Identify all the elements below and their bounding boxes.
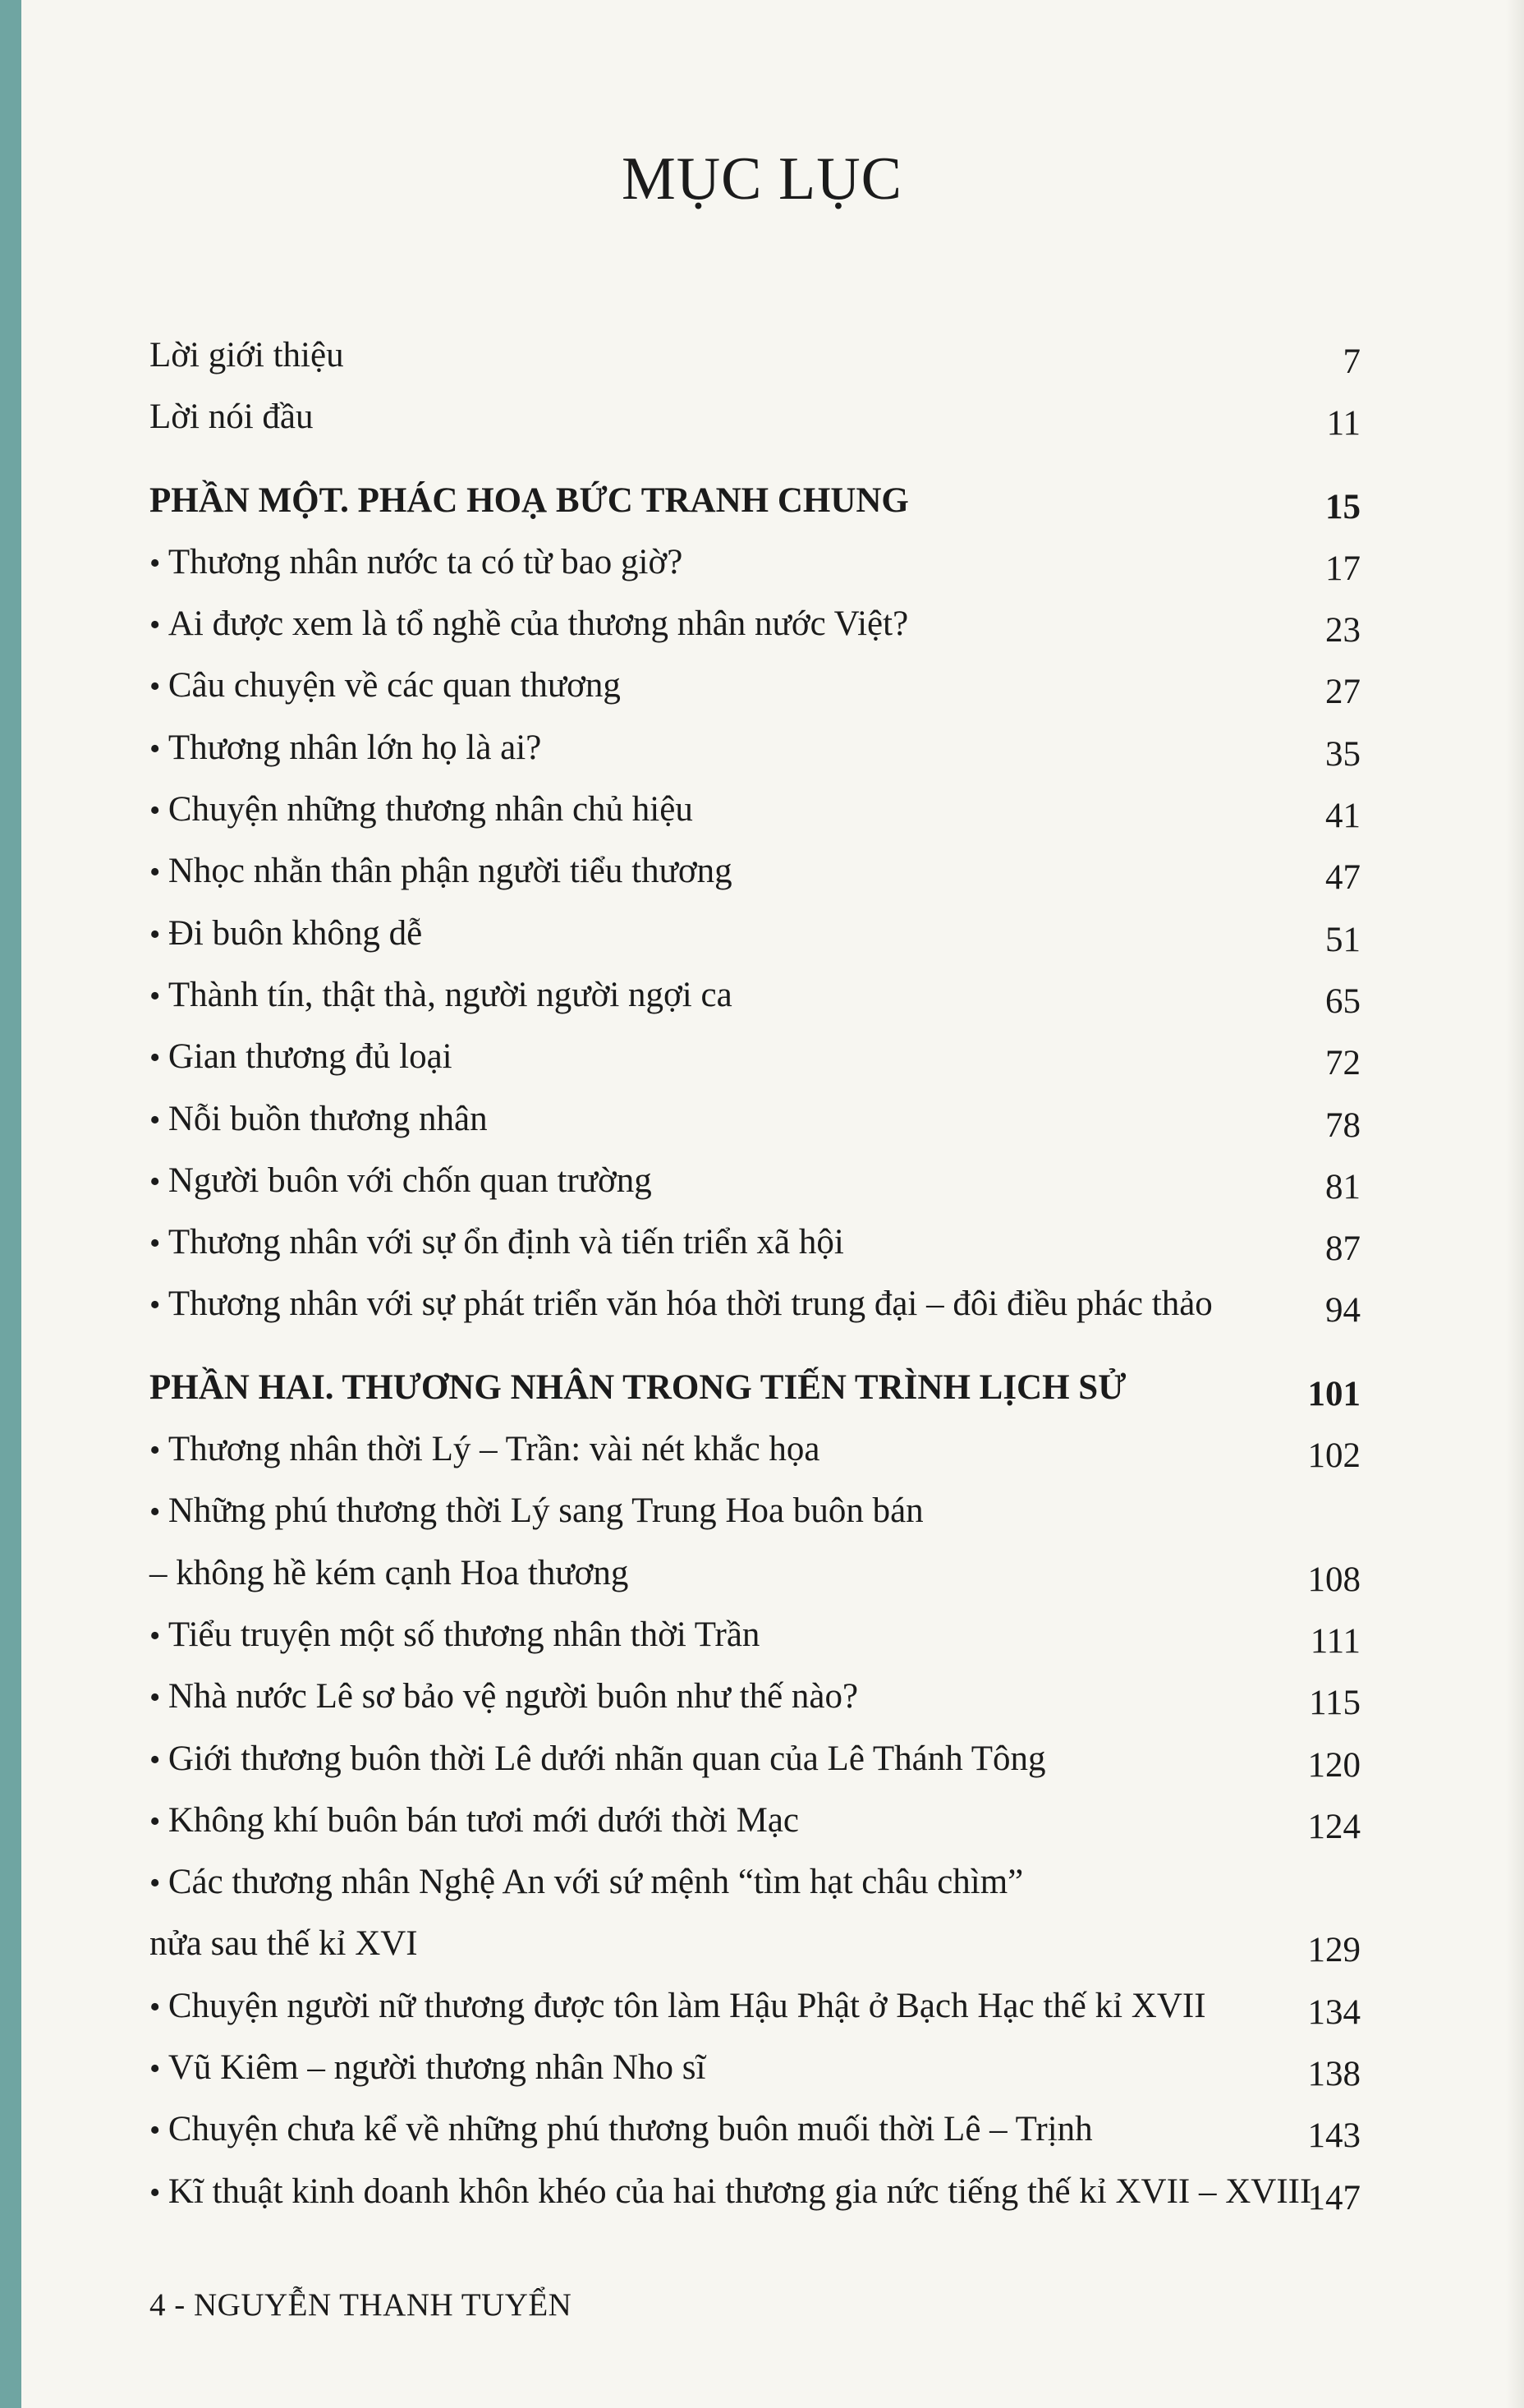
toc-page-number: 147 [1307, 2178, 1361, 2217]
toc-page-number: 111 [1310, 1621, 1361, 1661]
toc-entry [149, 324, 1361, 386]
toc-page-number: 102 [1307, 1436, 1361, 1476]
toc-entry-title: • Đi buôn không dễ [149, 903, 422, 966]
toc-entry [149, 531, 1361, 593]
toc-page-number: 35 [1325, 734, 1361, 774]
toc-page-number: 115 [1309, 1684, 1361, 1723]
toc-entry [149, 1480, 1361, 1542]
toc-entry [149, 1026, 1361, 1087]
table-of-contents [149, 324, 1361, 2222]
toc-entry [149, 1728, 1361, 1790]
toc-entry-title: • Thương nhân nước ta có từ bao giờ? [149, 531, 682, 595]
toc-entry [149, 1913, 1361, 1974]
toc-entry-title: PHẦN HAI. THƯƠNG NHÂN TRONG TIẾN TRÌNH LỊCH SỬ [149, 1367, 1127, 1407]
toc-entry [149, 593, 1361, 655]
toc-page-number: 108 [1307, 1560, 1361, 1599]
toc-entry-title: • Thương nhân với sự ổn định và tiến triển xã hội [149, 1211, 844, 1275]
toc-entry-title: • Tiểu truyện một số thương nhân thời Trần [149, 1604, 760, 1667]
toc-page-number: 51 [1325, 920, 1361, 959]
toc-page-number: 41 [1325, 797, 1361, 836]
toc-part-heading [149, 1357, 1361, 1418]
toc-page-number: 78 [1325, 1105, 1361, 1145]
toc-page-number: 138 [1307, 2055, 1361, 2094]
toc-part-heading [149, 470, 1361, 531]
toc-entry [149, 1542, 1361, 1604]
toc-page-number: 129 [1307, 1931, 1361, 1970]
toc-entry-title: nửa sau thế kỉ XVI [149, 1924, 418, 1964]
toc-entry-title: • Thương nhân với sự phát triển văn hóa thời trung đại – đôi điều phác thảo [149, 1273, 1213, 1336]
toc-entry [149, 1088, 1361, 1150]
toc-entry-title: • Giới thương buôn thời Lê dưới nhãn quan của Lê Thánh Tông [149, 1728, 1045, 1791]
toc-entry [149, 964, 1361, 1026]
toc-entry [149, 1851, 1361, 1913]
toc-entry-title: – không hề kém cạnh Hoa thương [149, 1553, 629, 1592]
page-title: MỤC LỤC [621, 145, 903, 213]
toc-entry-title: • Thành tín, thật thà, người người ngợi ca [149, 964, 732, 1027]
toc-entry [149, 717, 1361, 779]
toc-entry-title: • Những phú thương thời Lý sang Trung Hoa buôn bán [149, 1480, 924, 1543]
toc-entry-title: PHẦN MỘT. PHÁC HOẠ BỨC TRANH CHUNG [149, 480, 909, 520]
toc-entry [149, 840, 1361, 902]
toc-page-number: 143 [1307, 2116, 1361, 2156]
toc-page-number: 101 [1307, 1374, 1361, 1413]
toc-entry [149, 1790, 1361, 1851]
toc-entry [149, 2098, 1361, 2160]
toc-entry [149, 903, 1361, 964]
toc-entry-title: • Các thương nhân Nghệ An với sứ mệnh “tìm hạt châu chìm” [149, 1851, 1023, 1914]
toc-entry [149, 779, 1361, 840]
toc-page-number: 134 [1307, 1992, 1361, 2032]
toc-entry-title: • Không khí buôn bán tươi mới dưới thời Mạc [149, 1790, 799, 1853]
toc-entry [149, 1150, 1361, 1211]
toc-entry-title: Lời giới thiệu [149, 336, 344, 375]
toc-entry [149, 2037, 1361, 2098]
toc-entry-title: • Nỗi buồn thương nhân [149, 1088, 488, 1151]
toc-entry [149, 1418, 1361, 1480]
toc-entry [149, 386, 1361, 448]
toc-entry-title: • Thương nhân lớn họ là ai? [149, 717, 541, 780]
toc-entry-title: • Kĩ thuật kinh doanh khôn khéo của hai thương gia nức tiếng thế kỉ XVII – XVIII [149, 2161, 1311, 2224]
toc-entry [149, 655, 1361, 716]
toc-page-number: 81 [1325, 1167, 1361, 1206]
toc-entry-title: • Vũ Kiêm – người thương nhân Nho sĩ [149, 2037, 705, 2100]
page-footer: 4 - NGUYỄN THANH TUYỂN [149, 2287, 572, 2323]
toc-entry-title: • Ai được xem là tổ nghề của thương nhân nước Việt? [149, 593, 908, 656]
toc-entry-title: • Nhọc nhằn thân phận người tiểu thương [149, 840, 732, 903]
toc-page-number: 17 [1325, 549, 1361, 588]
toc-entry [149, 1273, 1361, 1335]
toc-page-number: 47 [1325, 858, 1361, 898]
toc-page-number: 7 [1343, 342, 1361, 381]
toc-entry-title: • Gian thương đủ loại [149, 1026, 452, 1089]
page-edge-left [0, 0, 21, 2408]
toc-entry-title: • Người buôn với chốn quan trường [149, 1150, 652, 1213]
toc-page-number: 11 [1326, 404, 1361, 443]
toc-page-number: 87 [1325, 1229, 1361, 1269]
toc-entry-title: • Chuyện người nữ thương được tôn làm Hậu Phật ở Bạch Hạc thế kỉ XVII [149, 1975, 1206, 2038]
toc-entry [149, 1604, 1361, 1666]
toc-page-number: 27 [1325, 673, 1361, 712]
toc-entry-title: • Thương nhân thời Lý – Trần: vài nét khắc họa [149, 1418, 820, 1482]
toc-page-number: 15 [1325, 487, 1361, 526]
toc-page-number: 94 [1325, 1291, 1361, 1330]
toc-entry [149, 1666, 1361, 1727]
toc-entry [149, 1211, 1361, 1273]
toc-entry-title: • Chuyện chưa kể về những phú thương buôn muối thời Lê – Trịnh [149, 2098, 1093, 2162]
toc-entry [149, 1975, 1361, 2037]
toc-page-number: 72 [1325, 1044, 1361, 1083]
toc-page-number: 65 [1325, 981, 1361, 1021]
toc-entry-title: Lời nói đầu [149, 398, 314, 437]
toc-entry-title: • Chuyện những thương nhân chủ hiệu [149, 779, 693, 842]
toc-entry-title: • Nhà nước Lê sơ bảo vệ người buôn như thế nào? [149, 1666, 858, 1729]
toc-entry [149, 2161, 1361, 2222]
toc-entry-title: • Câu chuyện về các quan thương [149, 655, 621, 718]
toc-page-number: 120 [1307, 1745, 1361, 1785]
page-edge-right [1506, 0, 1524, 2408]
toc-page-number: 23 [1325, 611, 1361, 650]
toc-page-number: 124 [1307, 1807, 1361, 1846]
